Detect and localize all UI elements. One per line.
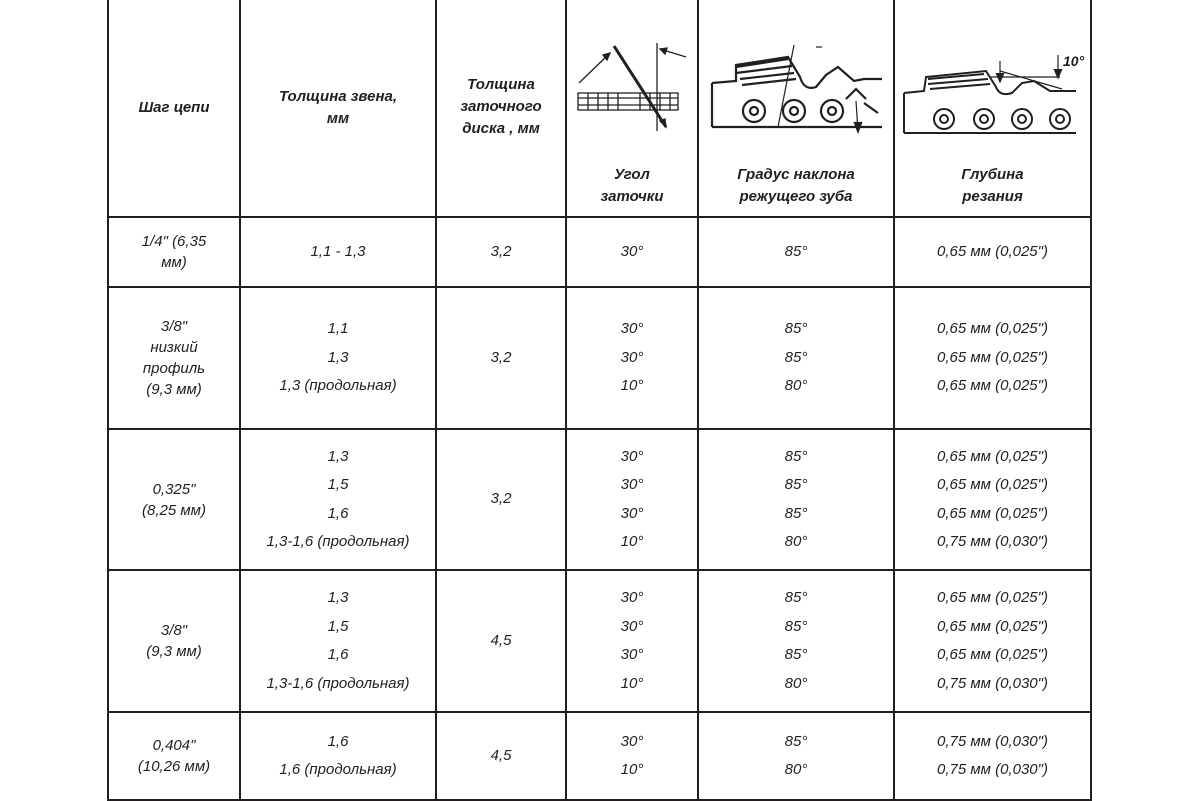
cell-line: 1,5 (327, 617, 349, 635)
header-sharpening-angle-label (567, 164, 697, 208)
header-cut-depth-label (895, 164, 1090, 208)
cell-line: 1,3-1,6 (продольная) (266, 533, 410, 550)
cell-line: 1,6 (327, 504, 349, 522)
cell-line: 30° (620, 476, 644, 493)
table-row (108, 429, 1091, 570)
cell-line: 1,6 (327, 646, 349, 663)
cell-line: 80° (784, 377, 808, 395)
cell-disc-thickness: 3,2 (436, 217, 566, 287)
cell-line: (8,25 мм) (142, 501, 206, 519)
cell-line: 85° (784, 617, 808, 635)
header-row (108, 0, 1091, 217)
cell-line: 10° (620, 674, 644, 692)
cell-line: 30° (620, 617, 644, 635)
cell-line: Толщина звена, (278, 88, 398, 105)
table-row (108, 217, 1091, 287)
cell-line: профиль (142, 360, 206, 377)
cell-line: Градус наклона (737, 166, 855, 183)
cell-line: 10° (620, 761, 644, 778)
cell-sharpening-angle (566, 217, 698, 287)
cell-line: 0,325" (152, 480, 196, 498)
cell-line: резания (962, 188, 1023, 205)
cell-cut-depth (894, 287, 1091, 429)
cell-cut-depth (894, 429, 1091, 570)
cell-line: 30° (620, 242, 644, 260)
header-disc-thickness-label (437, 74, 565, 140)
cell-link-thickness (240, 712, 436, 800)
header-disc-thickness (436, 0, 566, 217)
cell-line: (10,26 мм) (137, 758, 211, 775)
cell-line: 10° (620, 377, 644, 395)
header-sharpening-angle (566, 0, 698, 217)
cell-line: 30° (620, 320, 644, 338)
cell-line: 0,65 мм (0,025") (937, 646, 1048, 663)
cell-link-thickness (240, 570, 436, 712)
cell-line: 80° (784, 674, 808, 692)
cell-line: 1,3-1,6 (продольная) (266, 674, 410, 692)
cut-depth-angle-label: 10° (1062, 53, 1084, 69)
cell-chain-pitch (108, 429, 240, 570)
cell-line: 0,65 мм (0,025") (937, 320, 1048, 338)
cell-link-thickness (240, 429, 436, 570)
cell-line: мм (326, 110, 350, 127)
header-link-thickness (240, 0, 436, 217)
cell-line: 85° (784, 732, 808, 750)
cell-line: 1,6 (327, 732, 349, 750)
cell-line: 1,3 (327, 348, 349, 366)
cell-line: 0,75 мм (0,030") (937, 761, 1048, 778)
cell-disc-thickness: 4,5 (436, 712, 566, 800)
cell-chain-pitch (108, 712, 240, 800)
cell-tooth-angle (698, 287, 894, 429)
cell-line: 10° (620, 533, 644, 550)
cell-sharpening-angle (566, 570, 698, 712)
cell-line: 80° (784, 533, 808, 550)
cell-line: 3/8" (160, 318, 188, 335)
cell-tooth-angle (698, 712, 894, 800)
table-row (108, 287, 1091, 429)
cell-line: 0,404" (152, 737, 196, 754)
cell-line: 1,3 (продольная) (279, 377, 397, 395)
header-tooth-angle-label (699, 164, 893, 208)
cell-line: Угол (614, 166, 650, 183)
header-tooth-angle (698, 0, 894, 217)
cell-line: 0,65 мм (0,025") (937, 348, 1048, 366)
cell-line: 85° (784, 504, 808, 522)
cell-sharpening-angle (566, 429, 698, 570)
sharpening-angle-diagram-icon (574, 41, 690, 136)
cell-line: 85° (784, 320, 808, 338)
cell-line: Глубина (961, 166, 1024, 183)
cut-depth-diagram-icon (900, 41, 1086, 136)
cell-line: 0,65 мм (0,025") (937, 242, 1048, 260)
cell-line: режущего зуба (739, 188, 853, 205)
cell-line: низкий (150, 339, 198, 356)
cell-line: 85° (784, 348, 808, 366)
cell-line: диска , мм (462, 120, 540, 137)
cell-cut-depth (894, 570, 1091, 712)
cell-line: 85° (784, 476, 808, 493)
header-link-thickness-label (241, 86, 435, 130)
cell-link-thickness (240, 287, 436, 429)
cell-line: 30° (620, 646, 644, 663)
table-row (108, 570, 1091, 712)
tooth-angle-diagram-icon (706, 41, 886, 136)
cell-line: (9,3 мм) (146, 643, 202, 660)
cell-line: 0,65 мм (0,025") (937, 589, 1048, 606)
header-chain-pitch (108, 0, 240, 217)
cell-line: 30° (620, 348, 644, 366)
cell-disc-thickness: 3,2 (436, 429, 566, 570)
cell-line: 0,65 мм (0,025") (937, 476, 1048, 493)
cell-line: мм) (161, 254, 187, 271)
cell-line: 85° (784, 589, 808, 606)
cell-line: 1,3 (327, 447, 349, 465)
cell-line: 30° (620, 447, 644, 465)
cell-chain-pitch (108, 570, 240, 712)
cell-sharpening-angle (566, 712, 698, 800)
cell-link-thickness (240, 217, 436, 287)
cell-disc-thickness: 4,5 (436, 570, 566, 712)
cell-tooth-angle (698, 429, 894, 570)
table-row (108, 712, 1091, 800)
cell-line: 30° (620, 504, 644, 522)
cell-line: 30° (620, 589, 644, 606)
cell-line: 85° (784, 447, 808, 465)
chain-sharpening-spec-table (107, 0, 1092, 801)
cell-line: 0,65 мм (0,025") (937, 617, 1048, 635)
cell-chain-pitch (108, 217, 240, 287)
cell-line: 1,1 - 1,3 (310, 242, 366, 260)
cell-line: Шаг цепи (138, 99, 210, 116)
cell-line: 85° (784, 242, 808, 260)
cell-line: 0,75 мм (0,030") (937, 674, 1048, 692)
cell-line: 0,65 мм (0,025") (937, 377, 1048, 395)
cell-line: 30° (620, 732, 644, 750)
cell-tooth-angle (698, 217, 894, 287)
cell-line: 0,75 мм (0,030") (937, 732, 1048, 750)
cell-cut-depth (894, 712, 1091, 800)
cell-disc-thickness: 3,2 (436, 287, 566, 429)
cell-line: 0,65 мм (0,025") (937, 504, 1048, 522)
cell-line: 1/4" (6,35 (141, 233, 207, 250)
cell-line: 0,75 мм (0,030") (937, 533, 1048, 550)
header-chain-pitch-label (109, 97, 239, 119)
cell-line: 3/8" (160, 622, 188, 639)
cell-chain-pitch (108, 287, 240, 429)
cell-line: Толщина (467, 76, 535, 93)
cell-line: 1,3 (327, 589, 349, 606)
cell-line: 1,1 (327, 320, 349, 338)
cell-line: 1,5 (327, 476, 349, 493)
cell-tooth-angle (698, 570, 894, 712)
cell-line: заточного (460, 98, 542, 115)
header-cut-depth (894, 0, 1091, 217)
cell-line: 85° (784, 646, 808, 663)
cell-line: заточки (600, 188, 664, 205)
cell-line: 0,65 мм (0,025") (937, 447, 1048, 465)
cell-sharpening-angle (566, 287, 698, 429)
cell-cut-depth (894, 217, 1091, 287)
cell-line: 80° (784, 761, 808, 778)
cell-line: (9,3 мм) (146, 381, 202, 398)
cell-line: 1,6 (продольная) (279, 761, 397, 778)
